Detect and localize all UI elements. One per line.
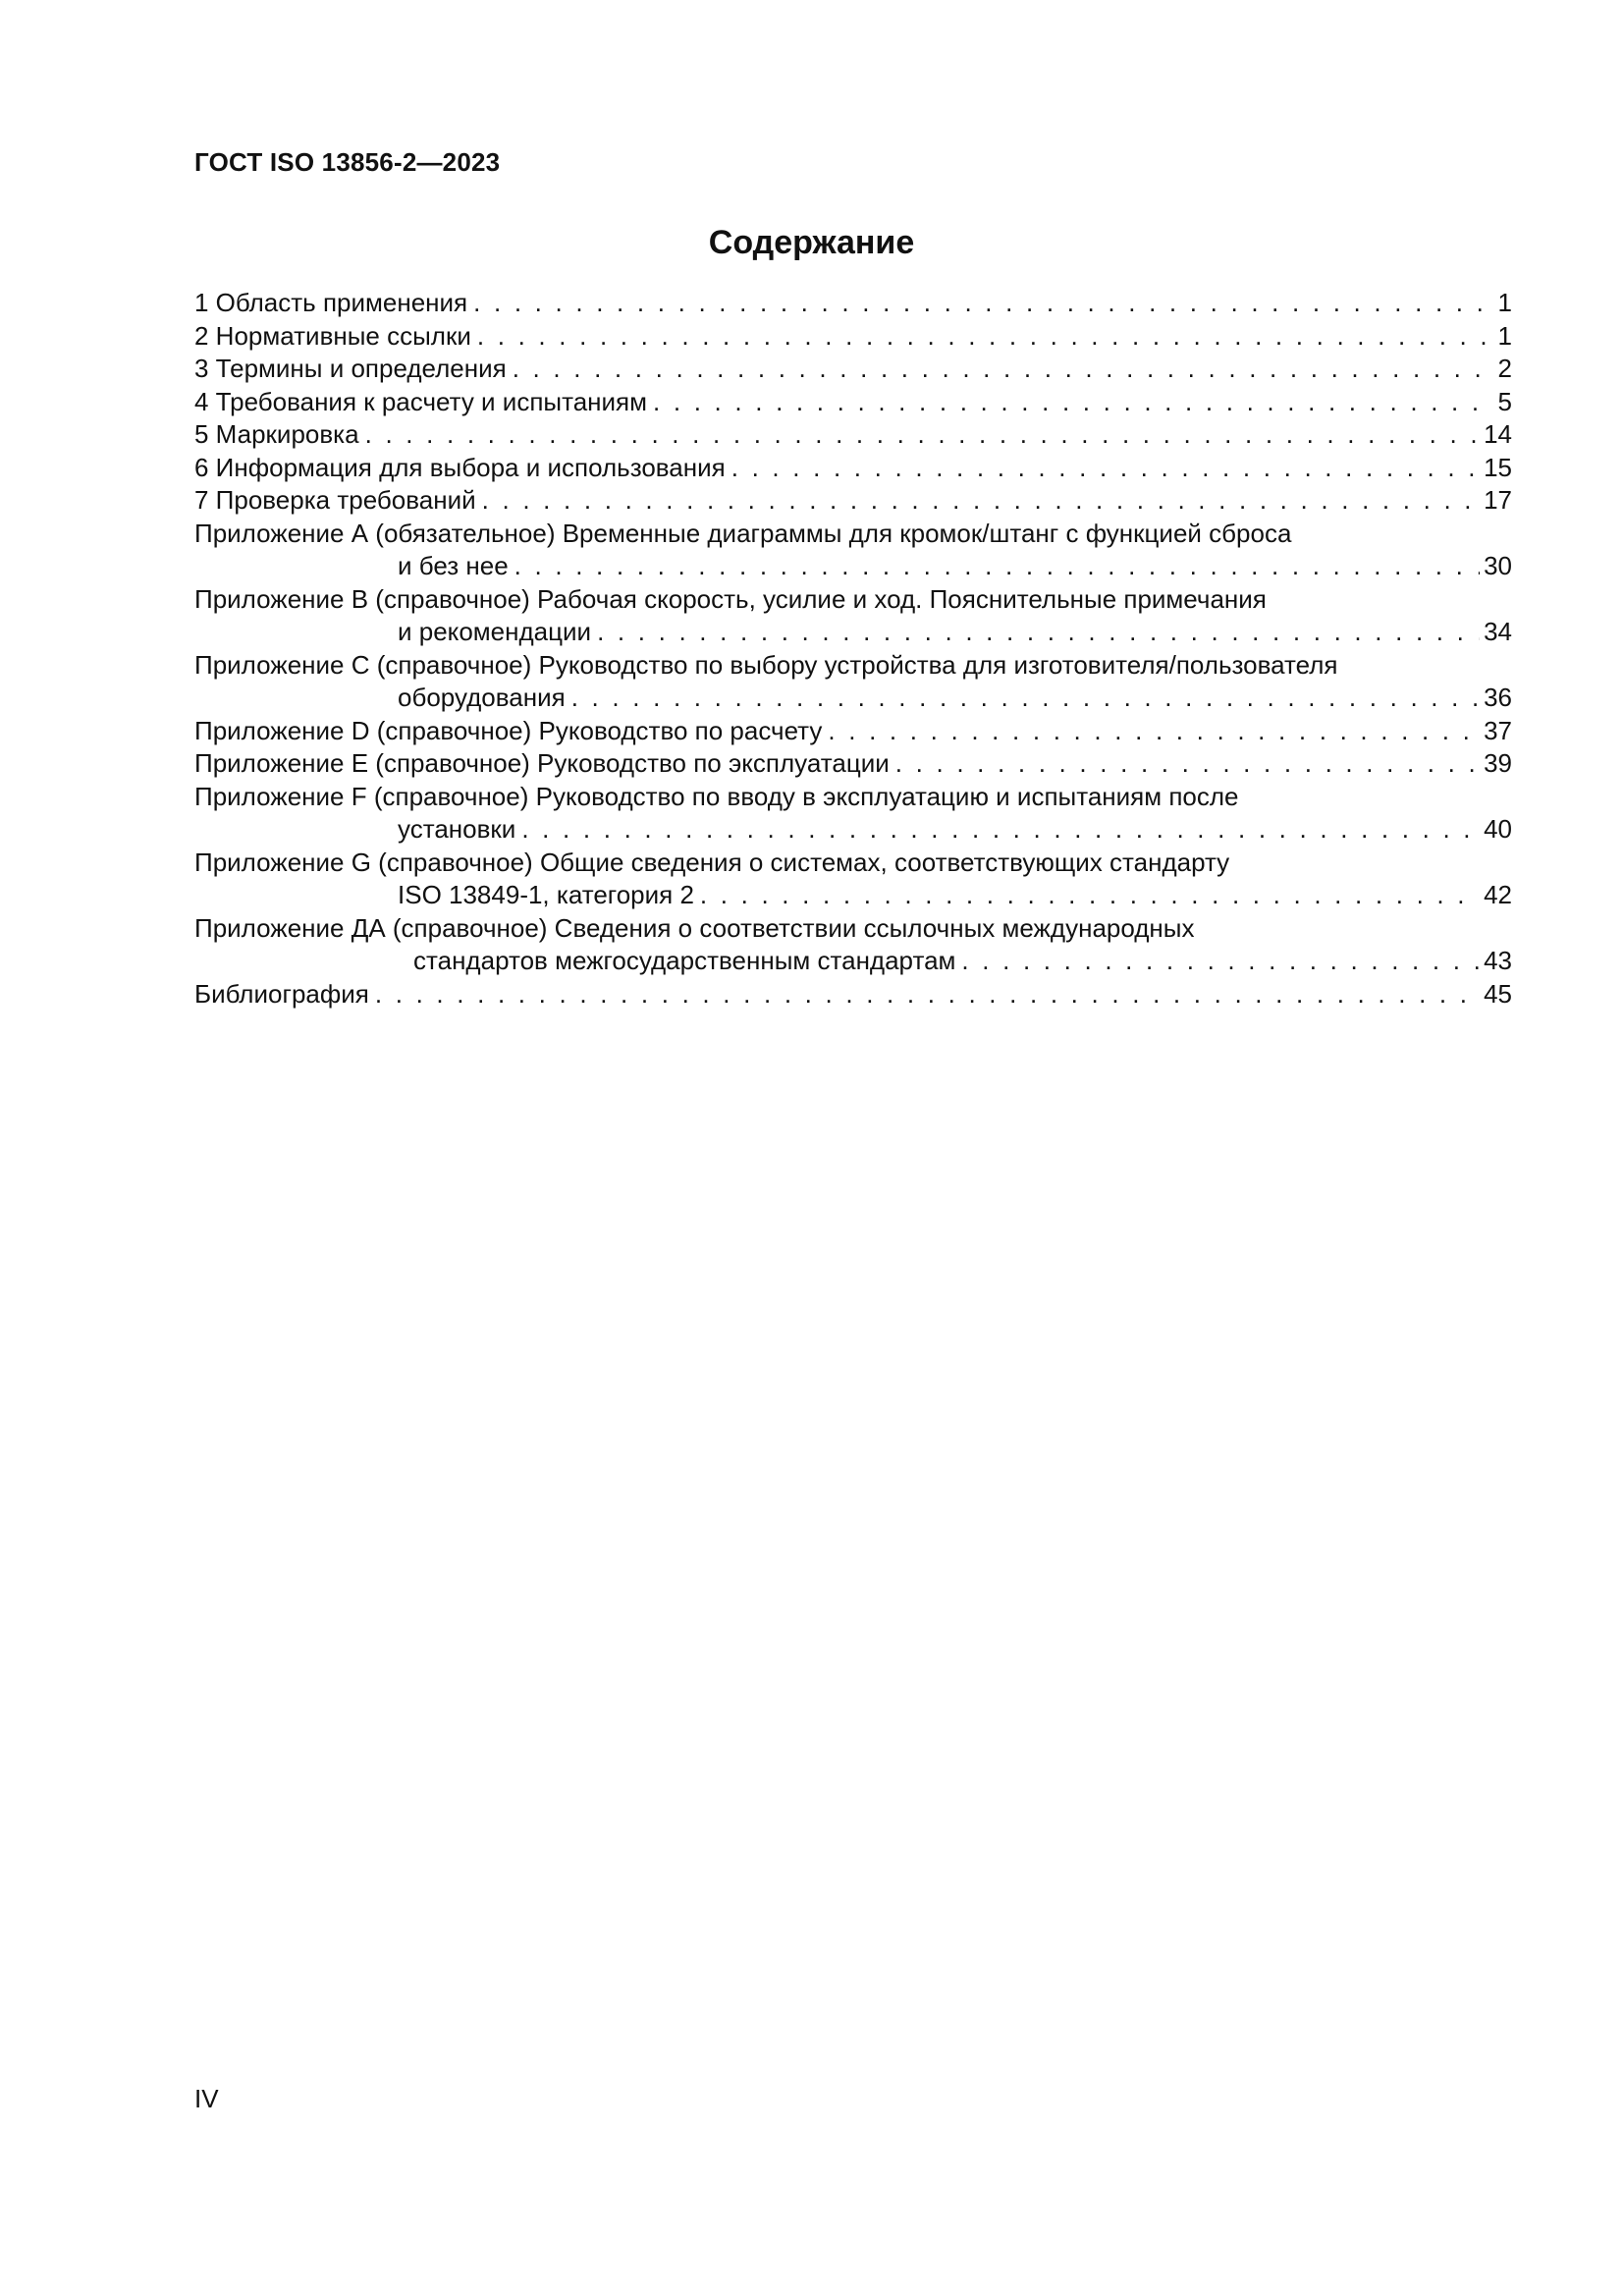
toc-leader-dots — [700, 879, 1480, 912]
toc-entry-page: 14 — [1484, 419, 1512, 449]
toc-entry-label: Приложение В (справочное) Рабочая скорость, усилие и ход. Пояснительные примечания — [194, 583, 1267, 614]
toc-entry-label-continuation: оборудования — [398, 683, 566, 712]
document-code: ГОСТ ISO 13856-2—2023 — [194, 147, 501, 177]
toc-entry-label: 6 Информация для выбора и использования — [194, 452, 726, 482]
toc-leader-dots — [828, 715, 1480, 748]
toc-entry-appendix-f[interactable] — [194, 781, 1512, 814]
toc-entry-appendix-g[interactable] — [194, 847, 1512, 880]
toc-entry-label: 2 Нормативные ссылки — [194, 320, 471, 351]
toc-leader-dots — [653, 386, 1494, 419]
toc-entry-page: 43 — [1484, 946, 1512, 975]
toc-entry-page: 1 — [1497, 320, 1512, 351]
toc-entry-label: Приложение G (справочное) Общие сведения о системах, соответствующих стандарту — [194, 847, 1230, 877]
toc-leader-dots — [895, 747, 1480, 781]
toc-entry-label: Приложение ДА (справочное) Сведения о соответствии ссылочных международных — [194, 912, 1195, 943]
toc-leader-dots — [514, 550, 1480, 583]
toc-entry[interactable] — [194, 353, 1512, 386]
toc-entry-label: Приложение F (справочное) Руководство по вводу в эксплуатацию и испытаниям после — [194, 781, 1239, 811]
toc-entry-label: Приложение С (справочное) Руководство по выбору устройства для изготовителя/пользователя — [194, 649, 1338, 680]
toc-entry-label: 7 Проверка требований — [194, 485, 476, 515]
toc-entry[interactable] — [194, 452, 1512, 485]
toc-entry-continuation[interactable] — [194, 813, 1512, 847]
toc-entry-appendix-c[interactable] — [194, 649, 1512, 683]
toc-entry-label-continuation: и без нее — [398, 551, 509, 580]
toc-entry-label: Библиография — [194, 978, 369, 1009]
toc-leader-dots — [473, 287, 1493, 320]
toc-leader-dots — [477, 320, 1494, 354]
toc-entry-bibliography[interactable] — [194, 978, 1512, 1011]
toc-leader-dots — [482, 484, 1480, 518]
toc-entry-appendix-a[interactable] — [194, 518, 1512, 551]
toc-leader-dots — [961, 945, 1480, 978]
toc-leader-dots — [521, 813, 1480, 847]
toc-entry-continuation[interactable] — [194, 879, 1512, 912]
toc-entry-page: 34 — [1484, 617, 1512, 646]
toc-leader-dots — [375, 978, 1480, 1011]
toc-entry-label-continuation: ISO 13849-1, категория 2 — [398, 880, 694, 909]
toc-entry-label-continuation: установки — [398, 814, 516, 844]
toc-entry-label: Приложение D (справочное) Руководство по расчету — [194, 715, 823, 745]
toc-entry-page: 37 — [1484, 715, 1512, 745]
toc-entry-label: 1 Область применения — [194, 288, 468, 317]
toc-entry-page: 45 — [1484, 978, 1512, 1009]
toc-entry-page: 39 — [1484, 748, 1512, 778]
toc-entry-page: 17 — [1484, 485, 1512, 515]
toc-entry[interactable] — [194, 484, 1512, 518]
toc-entry-page: 40 — [1484, 814, 1512, 844]
toc-entry-appendix-d[interactable] — [194, 715, 1512, 748]
toc-entry-label-continuation: и рекомендации — [398, 617, 592, 646]
toc-leader-dots — [731, 452, 1480, 485]
toc-entry[interactable] — [194, 386, 1512, 419]
toc-entry-label: Приложение Е (справочное) Руководство по эксплуатации — [194, 748, 890, 778]
toc-entry-page: 5 — [1497, 386, 1512, 416]
toc-leader-dots — [597, 616, 1480, 649]
toc-entry[interactable] — [194, 418, 1512, 452]
toc-entry-continuation[interactable] — [194, 616, 1512, 649]
toc-entry-label: 4 Требования к расчету и испытаниям — [194, 386, 647, 416]
toc-entry-continuation[interactable] — [194, 682, 1512, 715]
toc-entry-continuation[interactable] — [194, 550, 1512, 583]
toc-entry-page: 30 — [1484, 551, 1512, 580]
toc-entry-label: 5 Маркировка — [194, 419, 359, 449]
toc-leader-dots — [365, 418, 1480, 452]
toc-entry-appendix-da[interactable] — [194, 912, 1512, 946]
toc-entry[interactable] — [194, 287, 1512, 320]
toc-entry-page: 42 — [1484, 880, 1512, 909]
toc-leader-dots — [571, 682, 1480, 715]
page-number: IV — [194, 2084, 219, 2113]
toc-entry-page: 2 — [1497, 354, 1512, 383]
toc-entry-page: 15 — [1484, 452, 1512, 482]
toc-leader-dots — [513, 353, 1494, 386]
toc-entry-appendix-e[interactable] — [194, 747, 1512, 781]
toc-entry-label: Приложение А (обязательное) Временные диаграммы для кромок/штанг с функцией сброса — [194, 518, 1292, 548]
toc-entry-continuation[interactable] — [194, 945, 1512, 978]
toc-entry-page: 36 — [1484, 683, 1512, 712]
table-of-contents — [194, 287, 1512, 1011]
toc-title: Содержание — [708, 224, 915, 261]
toc-entry-label: 3 Термины и определения — [194, 354, 507, 383]
toc-entry-label-continuation: стандартов межгосударственным стандартам — [413, 946, 956, 975]
toc-entry-page: 1 — [1497, 288, 1512, 317]
toc-entry-appendix-b[interactable] — [194, 583, 1512, 617]
toc-entry[interactable] — [194, 320, 1512, 354]
